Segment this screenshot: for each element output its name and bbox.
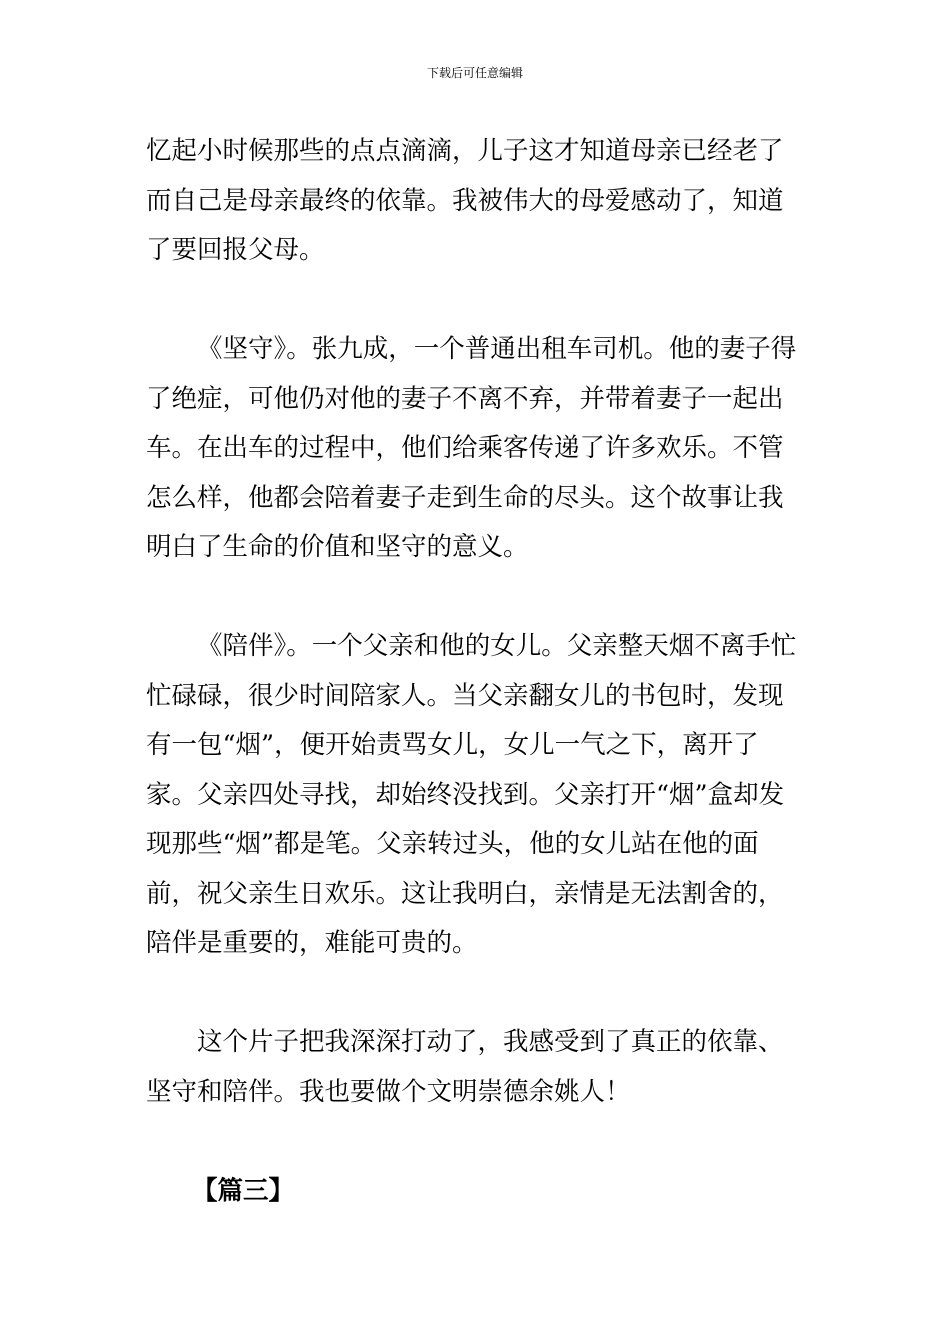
paragraph-gap xyxy=(146,969,808,1019)
paragraph-3: 《陪伴》。一个父亲和他的女儿。父亲整天烟不离手忙忙碌碌，很少时间陪家人。当父亲翻女儿的书包时，发现有一包“烟”，便开始责骂女儿，女儿一气之下，离开了家。父亲四处寻找，却始终没找到。父亲打开“烟”盒却发现那些“烟”都是笔。父亲转过头，他的女儿站在他的面前，祝父亲生日欢乐。这让我明白，亲情是无法割舍的，陪伴是重要的，难能可贵的。 xyxy=(146,631,797,958)
section-title: 【篇三】 xyxy=(192,1175,295,1206)
document-body xyxy=(146,127,808,1216)
paragraph-4: 这个片子把我深深打动了，我感受到了真正的依靠、坚守和陪伴。我也要做个文明崇德余姚人！ xyxy=(146,1027,784,1107)
paragraph-2: 《坚守》。张九成，一个普通出租车司机。他的妻子得了绝症，可他仍对他的妻子不离不弃，并带着妻子一起出车。在出车的过程中，他们给乘客传递了许多欢乐。不管怎么样，他都会陪着妻子走到生命的尽头。这个故事让我明白了生命的价值和坚守的意义。 xyxy=(146,334,797,562)
paragraph-gap xyxy=(146,276,808,326)
paragraph-gap xyxy=(146,1117,808,1167)
paragraph-gap xyxy=(146,573,808,623)
page-header: 下载后可任意编辑 xyxy=(426,66,523,80)
paragraph-1: 忆起小时候那些的点点滴滴，儿子这才知道母亲已经老了而自己是母亲最终的依靠。我被伟大的母爱感动了，知道了要回报父母。 xyxy=(146,136,784,265)
